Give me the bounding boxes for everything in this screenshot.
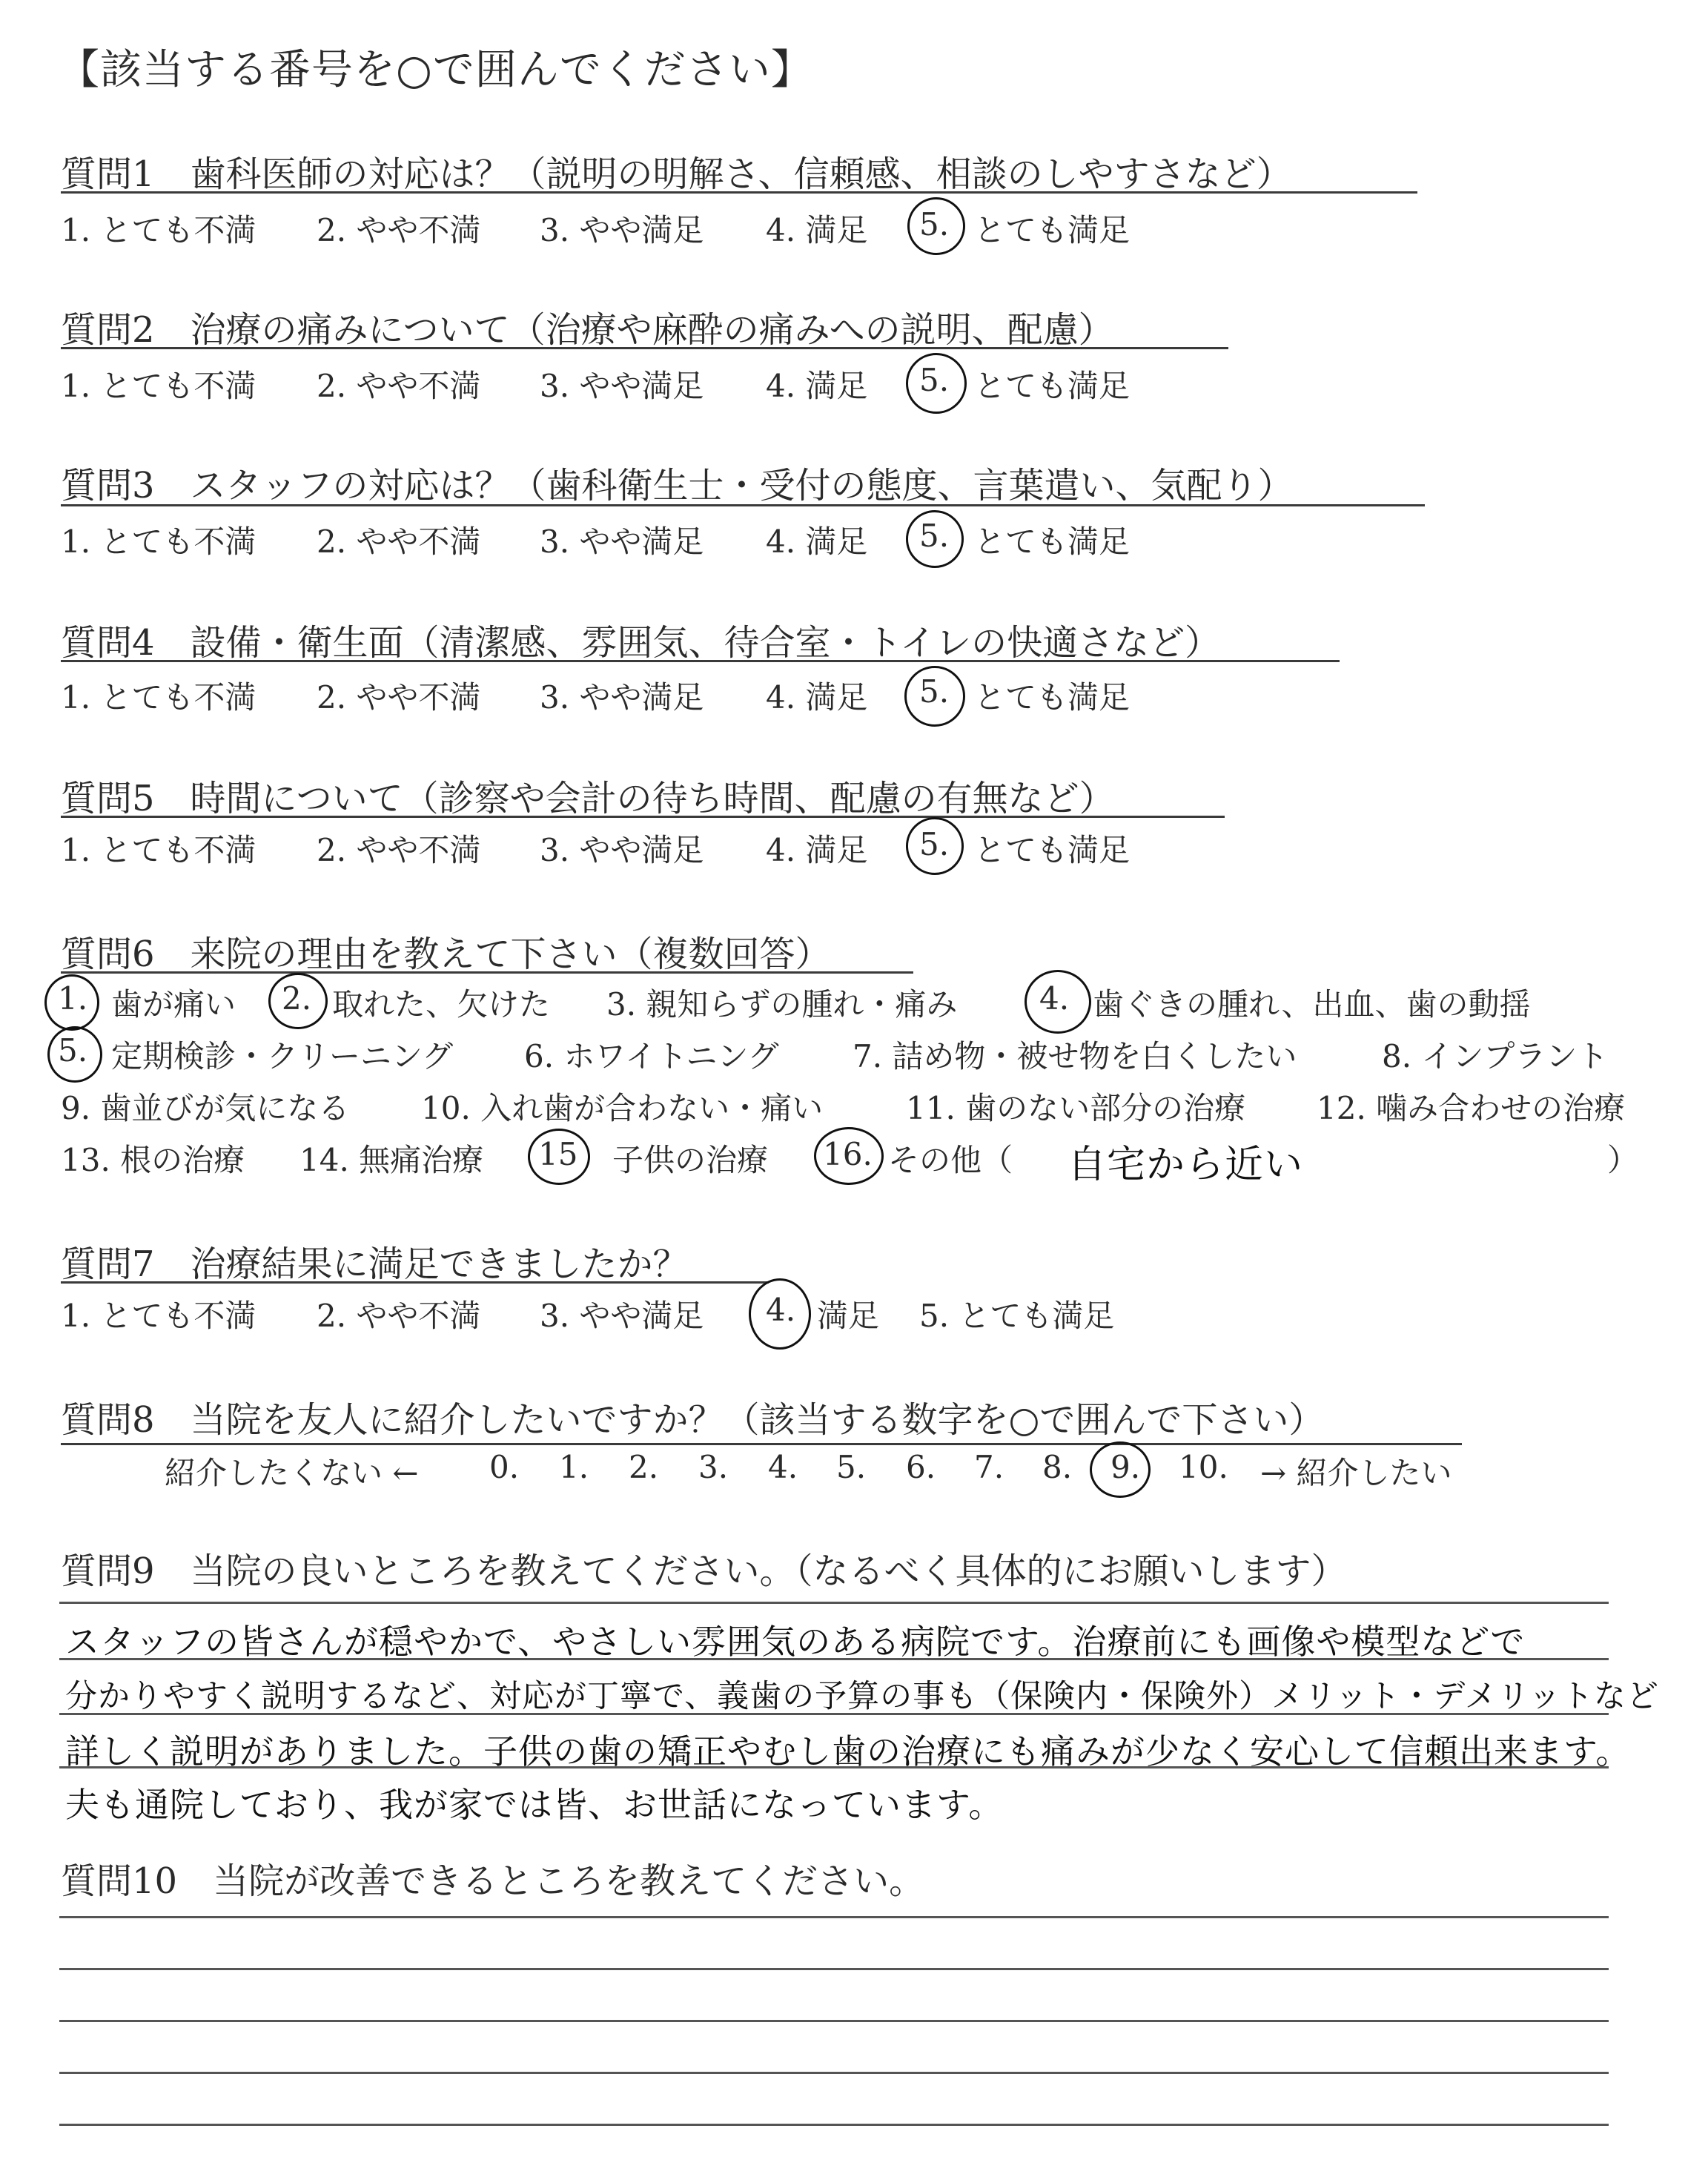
q7-option-4[interactable]: 4. [766, 1292, 796, 1328]
q2-option-5-label: とても満足 [974, 368, 1131, 404]
q3-option-2[interactable]: 2. やや不満 [317, 524, 481, 560]
q6-close-paren: ） [1607, 1142, 1639, 1178]
q5-option-3[interactable]: 3. やや満足 [540, 832, 704, 868]
q8-number-9[interactable]: 9. [1110, 1449, 1141, 1485]
q6-option-6[interactable]: 6. ホワイトニング [524, 1038, 779, 1074]
q1-option-1[interactable]: 1. とても不満 [61, 212, 256, 248]
q4-title: 質問4 設備・衛生面（清潔感、雰囲気、待合室・トイレの快適さなど） [61, 622, 1221, 664]
q6-option-15[interactable]: 15 [538, 1136, 578, 1172]
q7-option-4-label: 満足 [817, 1298, 880, 1334]
q3-option-4[interactable]: 4. 満足 [766, 524, 868, 560]
q6-option-2-label: 取れた、欠けた [332, 986, 551, 1023]
q9-answer-line-4: 夫も通院しており、我が家では皆、お世話になっています。 [65, 1785, 1004, 1825]
q6-option-16-label: その他（ [888, 1142, 1013, 1178]
q2-underline [61, 347, 1228, 349]
q6-option-2-circle [268, 973, 328, 1029]
q4-option-3[interactable]: 3. やや満足 [540, 679, 704, 716]
q4-selection-circle [904, 666, 965, 727]
q6-option-13[interactable]: 13. 根の治療 [61, 1142, 245, 1178]
q6-underline [61, 971, 913, 974]
q6-option-1-label: 歯が痛い [111, 986, 236, 1023]
q6-option-2[interactable]: 2. [282, 980, 312, 1017]
q5-title: 質問5 時間について（診察や会計の待ち時間、配慮の有無など） [61, 778, 1115, 819]
q7-option-5[interactable]: 5. とても満足 [919, 1298, 1115, 1334]
q3-option-3[interactable]: 3. やや満足 [540, 524, 704, 560]
q6-option-5[interactable]: 5. [58, 1032, 88, 1069]
q1-underline [61, 191, 1417, 194]
q6-option-4[interactable]: 4. [1039, 980, 1070, 1017]
q6-option-12[interactable]: 12. 噛み合わせの治療 [1317, 1090, 1626, 1126]
q2-option-2[interactable]: 2. やや不満 [317, 368, 481, 404]
q10-ruled-line [59, 1968, 1609, 1970]
q7-title: 質問7 治療結果に満足できましたか？ [61, 1244, 689, 1285]
q8-number-2[interactable]: 2. [629, 1449, 659, 1485]
q4-option-5[interactable]: 5. [919, 673, 950, 710]
q8-number-3[interactable]: 3. [698, 1449, 729, 1485]
q1-selection-circle [907, 197, 965, 255]
q6-option-16-circle [814, 1127, 884, 1185]
q8-number-10[interactable]: 10. [1179, 1449, 1228, 1485]
q6-option-14[interactable]: 14. 無痛治療 [299, 1142, 484, 1178]
q2-option-4[interactable]: 4. 満足 [766, 368, 868, 404]
q6-option-3[interactable]: 3. 親知らずの腫れ・痛み [606, 986, 958, 1023]
q4-option-2[interactable]: 2. やや不満 [317, 679, 481, 716]
q1-option-4[interactable]: 4. 満足 [766, 212, 868, 248]
q4-option-4[interactable]: 4. 満足 [766, 679, 868, 716]
q6-title: 質問6 来院の理由を教えて下さい（複数回答） [61, 934, 831, 975]
q5-selection-circle [906, 817, 964, 875]
q8-number-6[interactable]: 6. [906, 1449, 936, 1485]
q5-option-1[interactable]: 1. とても不満 [61, 832, 256, 868]
q9-ruled-line [59, 1713, 1609, 1715]
q6-option-5-circle [47, 1026, 102, 1083]
q5-option-4[interactable]: 4. 満足 [766, 832, 868, 868]
q9-answer-line-1: スタッフの皆さんが穏やかで、やさしい雰囲気のある病院です。治療前にも画像や模型などで [65, 1622, 1526, 1662]
q6-option-16[interactable]: 16. [823, 1136, 873, 1172]
q8-number-5[interactable]: 5. [836, 1449, 867, 1485]
q8-right-label: → 紹介したい [1260, 1455, 1452, 1491]
q2-title: 質問2 治療の痛みについて（治療や麻酔の痛みへの説明、配慮） [61, 309, 1114, 351]
q9-ruled-line [59, 1658, 1609, 1660]
q6-option-1[interactable]: 1. [58, 980, 88, 1017]
q4-option-1[interactable]: 1. とても不満 [61, 679, 256, 716]
q10-ruled-line [59, 2072, 1609, 2074]
q8-underline [61, 1443, 1462, 1445]
q4-underline [61, 660, 1340, 662]
q6-option-15-circle [528, 1129, 590, 1185]
q2-option-1[interactable]: 1. とても不満 [61, 368, 256, 404]
q6-option-11[interactable]: 11. 歯のない部分の治療 [906, 1090, 1246, 1126]
q8-number-8[interactable]: 8. [1042, 1449, 1073, 1485]
q8-number-7[interactable]: 7. [974, 1449, 1004, 1485]
q2-selection-circle [906, 353, 967, 414]
q7-option-1[interactable]: 1. とても不満 [61, 1298, 256, 1334]
q8-selection-circle [1090, 1441, 1151, 1498]
q5-option-5-label: とても満足 [974, 832, 1131, 868]
q1-option-5-label: とても満足 [974, 212, 1131, 248]
q6-option-15-label: 子供の治療 [612, 1142, 769, 1178]
q9-answer-line-2: 分かりやすく説明するなど、対応が丁寧で、義歯の予算の事も（保険内・保険外）メリット・デメリットなど [65, 1678, 1659, 1715]
q2-option-5[interactable]: 5. [919, 362, 950, 398]
q5-option-5[interactable]: 5. [919, 826, 950, 862]
q6-option-8[interactable]: 8. インプラント [1382, 1038, 1609, 1074]
q3-selection-circle [906, 510, 964, 568]
q10-ruled-line [59, 1916, 1609, 1918]
q6-option-4-label: 歯ぐきの腫れ、出血、歯の動揺 [1093, 986, 1531, 1023]
q6-option-4-circle [1025, 970, 1091, 1034]
q3-underline [61, 504, 1425, 506]
q3-title: 質問3 スタッフの対応は？（歯科衛生士・受付の態度、言葉遣い、気配り） [61, 465, 1294, 506]
q7-selection-circle [749, 1278, 811, 1350]
q7-option-2[interactable]: 2. やや不満 [317, 1298, 481, 1334]
q3-option-5-label: とても満足 [974, 524, 1131, 560]
q1-title: 質問1 歯科医師の対応は？（説明の明解さ、信頼感、相談のしやすさなど） [61, 153, 1292, 195]
q1-option-5[interactable]: 5. [919, 206, 950, 242]
form-header: 【該当する番号を○で囲んでください】 [58, 46, 813, 94]
q6-option-5-label: 定期検診・クリーニング [111, 1038, 454, 1074]
q2-option-3[interactable]: 3. やや満足 [540, 368, 704, 404]
q6-option-10[interactable]: 10. 入れ歯が合わない・痛い [421, 1090, 824, 1126]
q8-title: 質問8 当院を友人に紹介したいですか？（該当する数字を○で囲んで下さい） [61, 1399, 1325, 1441]
q7-option-3[interactable]: 3. やや満足 [540, 1298, 704, 1334]
q10-ruled-line [59, 2124, 1609, 2126]
q8-number-1[interactable]: 1. [559, 1449, 589, 1485]
q9-ruled-line [59, 1766, 1609, 1768]
q8-number-0[interactable]: 0. [489, 1449, 520, 1485]
q7-underline [61, 1281, 769, 1284]
q8-left-label: 紹介したくない ← [165, 1455, 419, 1491]
q9-title: 質問9 当院の良いところを教えてください。（なるべく具体的にお願いします） [61, 1550, 1347, 1592]
q3-option-1[interactable]: 1. とても不満 [61, 524, 256, 560]
q5-option-2[interactable]: 2. やや不満 [317, 832, 481, 868]
q6-option-1-circle [44, 974, 99, 1031]
q6-option-7[interactable]: 7. 詰め物・被せ物を白くしたい [853, 1038, 1297, 1074]
q5-underline [61, 816, 1225, 818]
q4-option-5-label: とても満足 [974, 679, 1131, 716]
q9-ruled-line [59, 1602, 1609, 1604]
q8-number-4[interactable]: 4. [768, 1449, 798, 1485]
q10-ruled-line [59, 2020, 1609, 2022]
q1-option-3[interactable]: 3. やや満足 [540, 212, 704, 248]
q6-option-9[interactable]: 9. 歯並びが気になる [61, 1090, 350, 1126]
q6-other-handwritten[interactable]: 自宅から近い [1068, 1143, 1304, 1187]
q10-title: 質問10 当院が改善できるところを教えてください。 [61, 1860, 925, 1902]
q9-answer-line-3: 詳しく説明がありました。子供の歯の矯正やむし歯の治療にも痛みが少なく安心して信頼出来ます。 [65, 1731, 1631, 1771]
q3-option-5[interactable]: 5. [919, 518, 950, 554]
q1-option-2[interactable]: 2. やや不満 [317, 212, 481, 248]
